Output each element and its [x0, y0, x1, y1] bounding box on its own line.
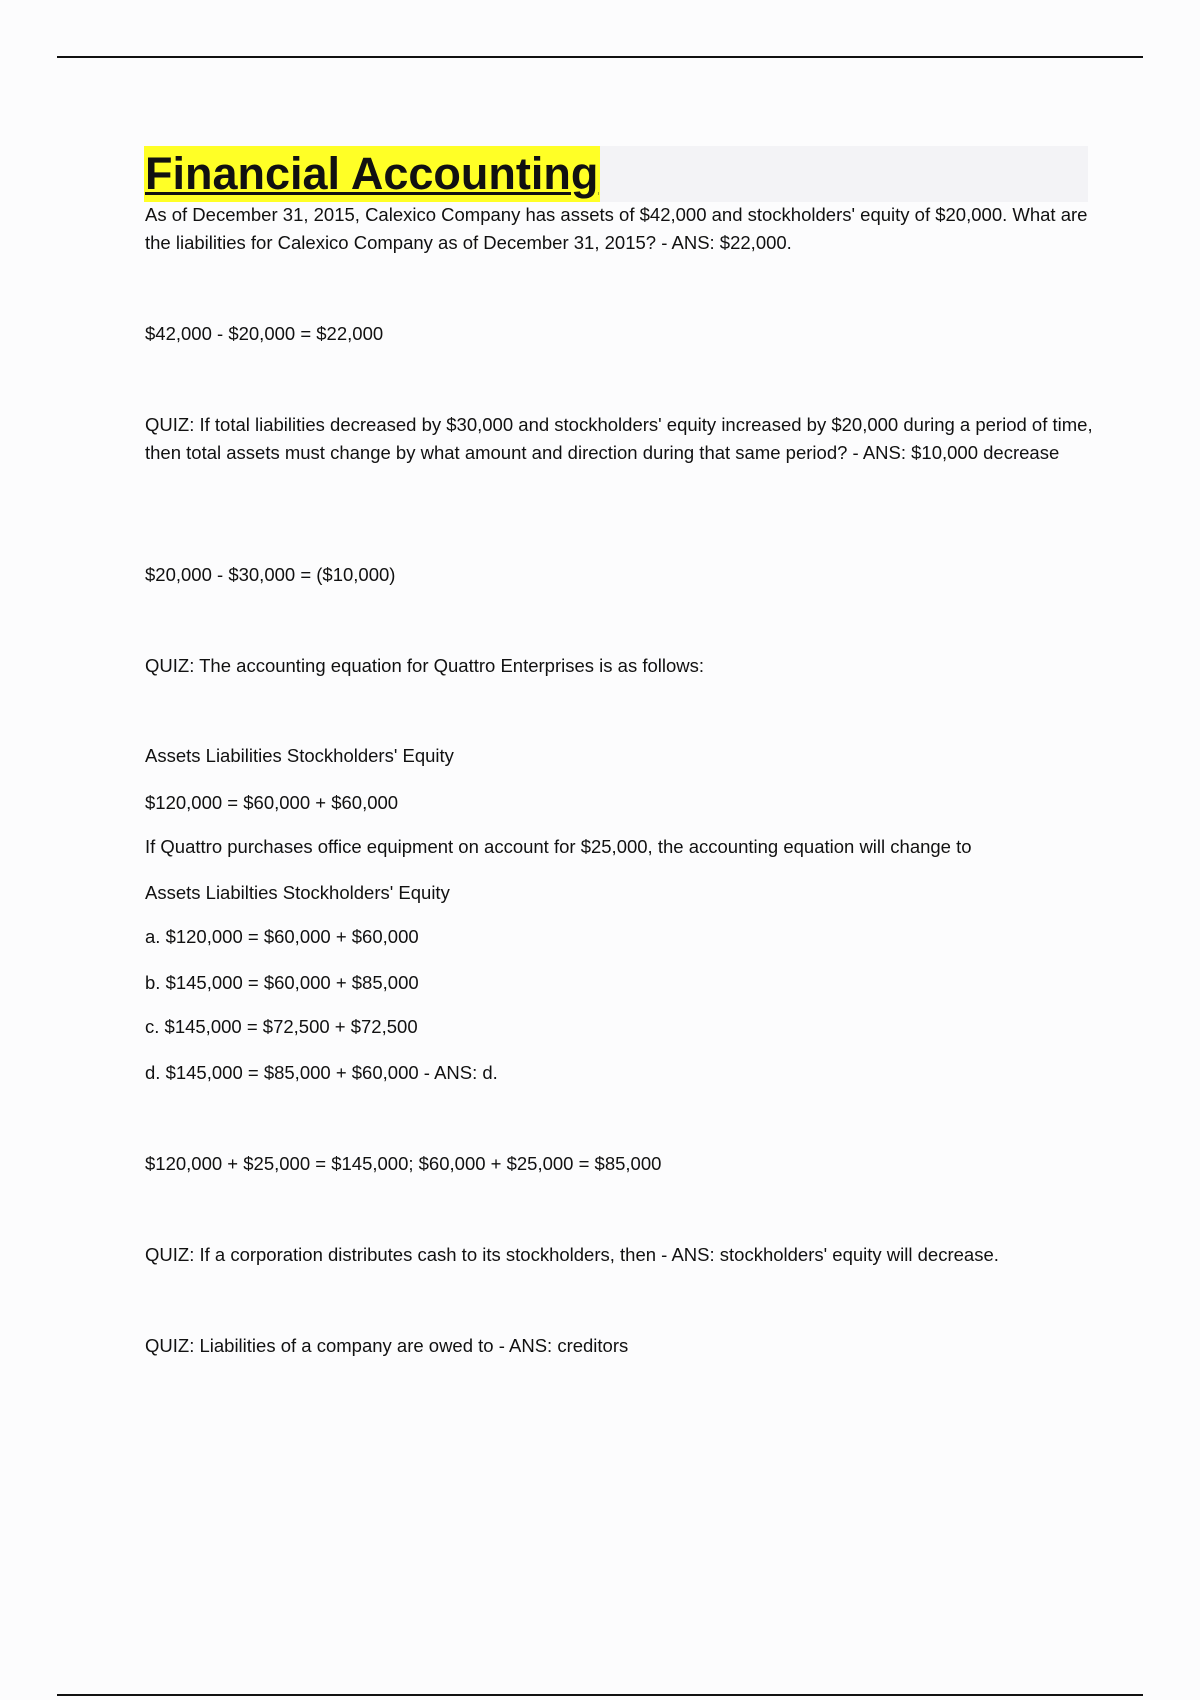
paragraph-creditors-quiz: QUIZ: Liabilities of a company are owed to - ANS: creditors [145, 1335, 629, 1356]
header-rule [57, 56, 1143, 58]
paragraph-calexico-question: As of December 31, 2015, Calexico Company has assets of $42,000 and stockholders' equity of $20,000. What are the liabilities for Calexico Company as of December 31, 2015? - ANS: $22,000. [145, 204, 1093, 253]
option-a: a. $120,000 = $60,000 + $60,000 [145, 926, 419, 947]
paragraph-quattro-purchase: If Quattro purchases office equipment on account for $25,000, the accounting equation will change to [145, 836, 972, 857]
document-title: Financial Accounting [144, 146, 600, 202]
option-b: b. $145,000 = $60,000 + $85,000 [145, 972, 419, 993]
footer-rule [57, 1694, 1143, 1696]
paragraph-quattro-calculation: $120,000 + $25,000 = $145,000; $60,000 + $25,000 = $85,000 [145, 1153, 662, 1174]
paragraph-distribution-quiz: QUIZ: If a corporation distributes cash to its stockholders, then - ANS: stockholders' equity will decrease. [145, 1244, 999, 1265]
paragraph-equation-headers-2: Assets Liabilties Stockholders' Equity [145, 882, 450, 903]
paragraph-equation-headers: Assets Liabilities Stockholders' Equity [145, 745, 454, 766]
paragraph-liabilities-quiz: QUIZ: If total liabilities decreased by $30,000 and stockholders' equity increased by $20,000 during a period of time, then total assets must change by what amount and direction during that same period? - ANS: $10,000 decrease [145, 414, 1098, 463]
paragraph-liabilities-calculation: $20,000 - $30,000 = ($10,000) [145, 564, 396, 585]
paragraph-equation-values: $120,000 = $60,000 + $60,000 [145, 792, 399, 813]
paragraph-quattro-quiz: QUIZ: The accounting equation for Quattro Enterprises is as follows: [145, 655, 705, 676]
paragraph-calexico-calculation: $42,000 - $20,000 = $22,000 [145, 323, 384, 344]
option-d: d. $145,000 = $85,000 + $60,000 - ANS: d. [145, 1062, 498, 1083]
option-c: c. $145,000 = $72,500 + $72,500 [145, 1016, 418, 1037]
